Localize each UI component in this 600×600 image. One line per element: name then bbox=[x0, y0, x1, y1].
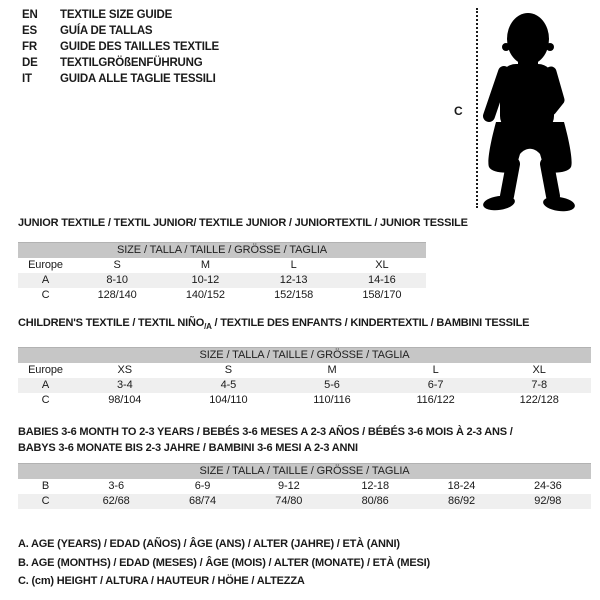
size-cell: 98/104 bbox=[108, 394, 142, 406]
language-label: GUIDE DES TAILLES TEXTILE bbox=[60, 41, 219, 53]
size-cell: 9-12 bbox=[278, 480, 300, 492]
size-cell: S bbox=[224, 364, 233, 376]
size-cell: 10-12 bbox=[161, 273, 249, 288]
title-subscript: /A bbox=[204, 322, 212, 332]
language-code: ES bbox=[22, 25, 37, 37]
size-cell: 86/92 bbox=[418, 494, 504, 509]
title-text: BABYS 3-6 MONATE BIS 2-3 JAHRE / BAMBINI 3-6 MESI A 2-3 ANNI bbox=[18, 442, 358, 454]
babies-section-title bbox=[18, 424, 513, 456]
legend-line-b: B. AGE (MONTHS) / EDAD (MESES) / ÂGE (MOIS) / ALTER (MONATE) / ETÀ (MESI) bbox=[18, 556, 430, 569]
table-row bbox=[18, 393, 591, 408]
size-cell: 18-24 bbox=[447, 480, 476, 492]
size-header: SIZE / TALLA / TAILLE / GRÖSSE / TAGLIA bbox=[18, 348, 591, 364]
baby-figure bbox=[452, 4, 584, 216]
size-cell: 80/86 bbox=[332, 494, 418, 509]
table-row bbox=[18, 288, 426, 303]
size-cell: 3-6 bbox=[108, 480, 124, 492]
row-label-cell: C bbox=[41, 394, 50, 406]
size-cell: 140/152 bbox=[185, 289, 225, 301]
size-cell: 104/110 bbox=[209, 394, 248, 406]
size-cell: 74/80 bbox=[246, 494, 332, 509]
legend-line-c: C. (cm) HEIGHT / ALTURA / HAUTEUR / HÖHE / ALTEZZA bbox=[18, 575, 305, 587]
size-cell: XL bbox=[375, 259, 389, 271]
size-cell: M bbox=[327, 364, 337, 376]
size-cell: 128/140 bbox=[97, 289, 137, 301]
language-label: GUIDA ALLE TAGLIE TESSILI bbox=[60, 73, 216, 85]
language-label: TEXTILGRÖßENFÜHRUNG bbox=[60, 57, 203, 69]
size-cell: XS bbox=[117, 364, 133, 376]
row-label-cell: Europe bbox=[28, 364, 63, 376]
children-size-table bbox=[18, 347, 591, 408]
size-header: SIZE / TALLA / TAILLE / GRÖSSE / TAGLIA bbox=[18, 464, 591, 480]
row-label-cell: B bbox=[41, 480, 50, 492]
table-row bbox=[18, 363, 591, 378]
size-cell: 14-16 bbox=[338, 273, 426, 288]
row-label-cell: C bbox=[41, 289, 50, 301]
table-row bbox=[18, 258, 426, 273]
size-cell: 92/98 bbox=[505, 494, 591, 509]
size-cell: 158/170 bbox=[362, 289, 402, 301]
size-cell: 152/158 bbox=[274, 289, 314, 301]
table-row bbox=[18, 479, 591, 494]
size-cell: 116/122 bbox=[416, 394, 455, 406]
language-title-list bbox=[22, 7, 219, 87]
title-text: CHILDREN'S TEXTILE / TEXTIL NIÑO bbox=[18, 317, 205, 329]
measure-legend bbox=[18, 535, 430, 591]
table-row bbox=[18, 378, 591, 393]
size-cell: 7-8 bbox=[487, 378, 591, 393]
junior-size-table bbox=[18, 242, 426, 303]
row-label-cell: A bbox=[18, 378, 73, 393]
height-measure-label: C bbox=[454, 104, 463, 118]
size-cell: 68/74 bbox=[159, 494, 245, 509]
size-cell: 6-7 bbox=[384, 378, 488, 393]
title-line bbox=[18, 424, 513, 440]
size-cell: 3-4 bbox=[73, 378, 177, 393]
size-cell: XL bbox=[532, 364, 546, 376]
title-text: BABIES 3-6 MONTH TO 2-3 YEARS / BEBÉS 3-6 MESES A 2-3 AÑOS / BÉBÉS 3-6 MOIS À 2-3 ANS / bbox=[18, 426, 513, 438]
title-text: / TEXTILE DES ENFANTS / KINDERTEXTIL / BAMBINI TESSILE bbox=[211, 317, 530, 329]
size-header-row bbox=[18, 464, 591, 480]
language-code: EN bbox=[22, 9, 38, 21]
language-code: DE bbox=[22, 57, 38, 69]
junior-section-title bbox=[18, 215, 468, 231]
size-cell: L bbox=[432, 364, 439, 376]
language-label: TEXTILE SIZE GUIDE bbox=[60, 9, 173, 21]
baby-silhouette bbox=[482, 6, 582, 212]
size-cell: 110/116 bbox=[313, 394, 351, 406]
table-row bbox=[18, 494, 591, 509]
children-section-title bbox=[18, 315, 529, 335]
size-cell: L bbox=[290, 259, 297, 271]
size-cell: 6-9 bbox=[194, 480, 211, 492]
row-label-cell: C bbox=[18, 494, 73, 509]
legend-line-a: A. AGE (YEARS) / EDAD (AÑOS) / ÂGE (ANS) / ALTER (JAHRE) / ETÀ (ANNI) bbox=[18, 538, 400, 550]
size-cell: S bbox=[113, 259, 121, 271]
title-text: JUNIOR TEXTILE / TEXTIL JUNIOR/ TEXTILE JUNIOR / JUNIORTEXTIL / JUNIOR TESSILE bbox=[18, 217, 468, 229]
size-header-row bbox=[18, 243, 426, 259]
row-label-cell: A bbox=[18, 273, 73, 288]
size-cell: 12-13 bbox=[250, 273, 338, 288]
size-cell: M bbox=[200, 259, 210, 271]
size-cell: 4-5 bbox=[177, 378, 281, 393]
title-line bbox=[18, 440, 513, 456]
size-cell: 5-6 bbox=[280, 378, 384, 393]
language-label: GUÍA DE TALLAS bbox=[60, 25, 153, 37]
size-cell: 8-10 bbox=[73, 273, 161, 288]
height-reference-line bbox=[476, 8, 478, 208]
table-row bbox=[18, 273, 426, 288]
language-code: FR bbox=[22, 41, 37, 53]
size-header: SIZE / TALLA / TAILLE / GRÖSSE / TAGLIA bbox=[18, 243, 426, 259]
size-cell: 12-18 bbox=[361, 480, 389, 492]
size-header-row bbox=[18, 348, 591, 364]
size-cell: 24-36 bbox=[534, 480, 562, 492]
language-code: IT bbox=[22, 73, 32, 85]
size-cell: 62/68 bbox=[73, 494, 159, 509]
babies-size-table bbox=[18, 463, 591, 509]
size-cell: 122/128 bbox=[519, 394, 559, 406]
row-label-cell: Europe bbox=[28, 259, 63, 271]
